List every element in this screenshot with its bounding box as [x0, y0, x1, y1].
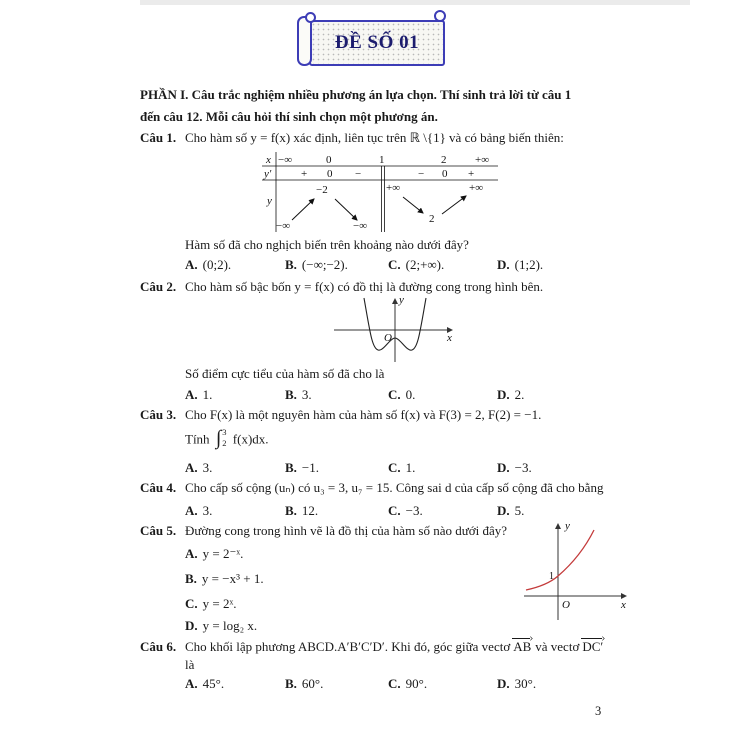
part1-heading-line2: đến câu 12. Mỗi câu hỏi thí sinh chọn một phương án.: [140, 109, 438, 124]
x-axis-label: x: [447, 332, 452, 344]
q3-heading: [140, 407, 541, 423]
banner-plate: [309, 20, 445, 66]
option-key: D.: [497, 387, 510, 402]
q1-option-a: [185, 257, 231, 273]
q5-option-b: [185, 571, 264, 587]
option-value: y = 2⁻ˣ.: [202, 546, 244, 561]
q6-option-b: [285, 676, 323, 692]
table-yp-4: 0: [442, 168, 448, 180]
y-intercept-label: 1: [549, 571, 554, 582]
q1-options-row: [0, 257, 741, 275]
table-yp-1: 0: [327, 168, 333, 180]
option-key: B.: [185, 571, 197, 586]
q4-option-a: [185, 503, 212, 519]
integral-lower-limit: 2: [222, 438, 227, 448]
origin-label: O: [562, 599, 570, 611]
q1-heading: [140, 130, 564, 146]
exponential-curve: [526, 530, 594, 590]
table-y-right-max2: +∞: [469, 182, 484, 194]
q5-option-a: [185, 546, 243, 562]
option-key: D.: [497, 460, 510, 475]
q1-label: Câu 1.: [140, 130, 177, 145]
option-key: B.: [285, 257, 297, 272]
table-x-val-0: −∞: [278, 154, 293, 166]
option-key: C.: [185, 596, 198, 611]
q6-option-a: [185, 676, 224, 692]
q4-label: Câu 4.: [140, 480, 177, 495]
option-value: 2.: [514, 387, 525, 402]
table-x-label: x: [266, 154, 271, 166]
q3-options-row: [0, 460, 741, 478]
q6-options-row: [0, 676, 741, 694]
q6-text-seg1: Cho khối lập phương ABCD.A′B′C′D′. Khi đó, góc giữa vectơ: [185, 639, 511, 654]
option-value: y = log₂ x.: [202, 618, 258, 633]
q6-text-seg2: và vectơ: [535, 639, 580, 654]
q4-option-c: [388, 503, 423, 519]
option-key: C.: [388, 387, 401, 402]
option-key: A.: [185, 387, 198, 402]
q1-prompt: Hàm số đã cho nghịch biến trên khoảng nào dưới đây?: [185, 237, 469, 252]
option-value: y = 2ˣ.: [202, 596, 237, 611]
table-y-left-max: −2: [316, 184, 328, 196]
option-value: 60°.: [301, 676, 324, 691]
option-key: D.: [185, 618, 198, 633]
quartic-graph: [328, 292, 460, 364]
q3-option-c: [388, 460, 415, 476]
page-top-edge: [140, 0, 690, 5]
q6-option-c: [388, 676, 427, 692]
q3-calc-prefix: Tính: [185, 431, 210, 447]
integral-upper-limit: 3: [222, 427, 227, 437]
q2-label: Câu 2.: [140, 279, 177, 294]
q3-integrand: f(x)dx.: [232, 431, 269, 447]
option-value: 12.: [301, 503, 319, 518]
table-yp-2: −: [355, 168, 362, 180]
option-key: B.: [285, 503, 297, 518]
option-value: 30°.: [514, 676, 537, 691]
variation-table: [262, 152, 498, 232]
table-yp-0: +: [301, 168, 308, 180]
q4-option-d: [497, 503, 524, 519]
q1-option-d: [497, 257, 543, 273]
option-value: (−∞;−2).: [301, 257, 348, 272]
vector-dc-prime: DC′: [582, 639, 604, 654]
option-key: D.: [497, 503, 510, 518]
scroll-curl-left-icon: [305, 12, 316, 23]
q3-label: Câu 3.: [140, 407, 177, 422]
option-value: −3.: [514, 460, 532, 475]
option-key: A.: [185, 257, 198, 272]
option-value: 90°.: [405, 676, 428, 691]
y-axis-label: y: [399, 294, 404, 306]
table-trend-arrows: [292, 196, 466, 220]
table-yp-5: +: [468, 168, 475, 180]
option-value: 1.: [405, 460, 416, 475]
q2-option-c: [388, 387, 415, 403]
option-value: 0.: [405, 387, 416, 402]
q6-heading-line1: [140, 638, 607, 655]
q3-option-a: [185, 460, 212, 476]
table-x-val-1: 0: [326, 154, 332, 166]
q2-option-d: [497, 387, 524, 403]
exam-title: ĐỀ SỐ 01: [334, 32, 420, 53]
q1-option-b: [285, 257, 348, 273]
option-value: (1;2).: [514, 257, 544, 272]
table-y-left-min2: −∞: [353, 220, 368, 232]
q2-prompt: Số điểm cực tiểu của hàm số đã cho là: [185, 366, 385, 381]
scroll-curl-right-icon: [434, 10, 446, 22]
table-y-label: y: [267, 195, 272, 207]
option-key: A.: [185, 460, 198, 475]
q3-option-b: [285, 460, 319, 476]
option-key: B.: [285, 387, 297, 402]
q3-text: Cho F(x) là một nguyên hàm của hàm số f(x) và F(3) = 2, F(2) = −1.: [185, 407, 542, 422]
table-y-left-min: −∞: [276, 220, 291, 232]
option-value: 1.: [202, 387, 213, 402]
y-axis-label: y: [565, 520, 570, 532]
q5-heading: [140, 523, 507, 539]
option-key: A.: [185, 676, 198, 691]
option-value: (2;+∞).: [405, 257, 445, 272]
table-x-val-4: +∞: [475, 154, 490, 166]
q6-label: Câu 6.: [140, 639, 177, 654]
table-x-val-3: 2: [441, 154, 447, 166]
origin-label: O: [384, 332, 392, 344]
option-value: −1.: [301, 460, 320, 475]
option-key: C.: [388, 257, 401, 272]
option-value: 45°.: [202, 676, 225, 691]
q2-option-b: [285, 387, 312, 403]
option-key: C.: [388, 460, 401, 475]
integral-expression: [216, 428, 227, 447]
option-key: D.: [497, 257, 510, 272]
option-key: A.: [185, 546, 198, 561]
part1-heading-line1: PHẦN I. Câu trắc nghiệm nhiều phương án lựa chọn. Thí sinh trả lời từ câu 1: [140, 87, 572, 102]
q5-option-c: [185, 596, 236, 612]
option-value: 5.: [514, 503, 525, 518]
table-x-val-2: 1: [379, 154, 385, 166]
q2-text: Cho hàm số bậc bốn y = f(x) có đồ thị là đường cong trong hình bên.: [185, 279, 544, 294]
q4-option-b: [285, 503, 318, 519]
option-value: 3.: [202, 460, 213, 475]
scroll-roll-icon: [297, 16, 312, 66]
table-y-right-min: 2: [429, 213, 435, 225]
option-key: C.: [388, 503, 401, 518]
q4-text: Cho cấp số cộng (uₙ) có u₃ = 3, u₇ = 15. Công sai d của cấp số cộng đã cho bằng: [185, 480, 604, 495]
vector-ab: AB: [513, 639, 532, 654]
q6-option-d: [497, 676, 536, 692]
q1-option-c: [388, 257, 444, 273]
option-value: 3.: [202, 503, 213, 518]
exponential-graph: [522, 516, 634, 624]
option-key: B.: [285, 460, 297, 475]
q5-text: Đường cong trong hình vẽ là đồ thị của hàm số nào dưới đây?: [185, 523, 508, 538]
table-yp-3: −: [418, 168, 425, 180]
q5-option-d: [185, 618, 257, 634]
option-key: B.: [285, 676, 297, 691]
option-value: 3.: [301, 387, 312, 402]
option-value: (0;2).: [202, 257, 232, 272]
option-key: C.: [388, 676, 401, 691]
page-number: 3: [595, 704, 602, 718]
option-value: −3.: [405, 503, 423, 518]
table-y-right-max: +∞: [386, 182, 401, 194]
q2-option-a: [185, 387, 212, 403]
integral-sign: ∫: [215, 426, 222, 449]
q3-option-d: [497, 460, 532, 476]
option-key: A.: [185, 503, 198, 518]
q4-heading: [140, 480, 603, 496]
q2-options-row: [0, 387, 741, 405]
integral-limits: [222, 428, 226, 447]
q1-text: Cho hàm số y = f(x) xác định, liên tục trên ℝ \{1} và có bảng biến thiên:: [185, 130, 564, 145]
option-value: y = −x³ + 1.: [201, 571, 264, 586]
x-axis-label: x: [621, 599, 626, 611]
q3-calc-line: [185, 428, 269, 448]
option-key: D.: [497, 676, 510, 691]
q6-heading-line2: là: [185, 657, 195, 672]
q5-label: Câu 5.: [140, 523, 177, 538]
title-banner: [297, 13, 447, 65]
table-yprime-label: y′: [264, 168, 272, 180]
